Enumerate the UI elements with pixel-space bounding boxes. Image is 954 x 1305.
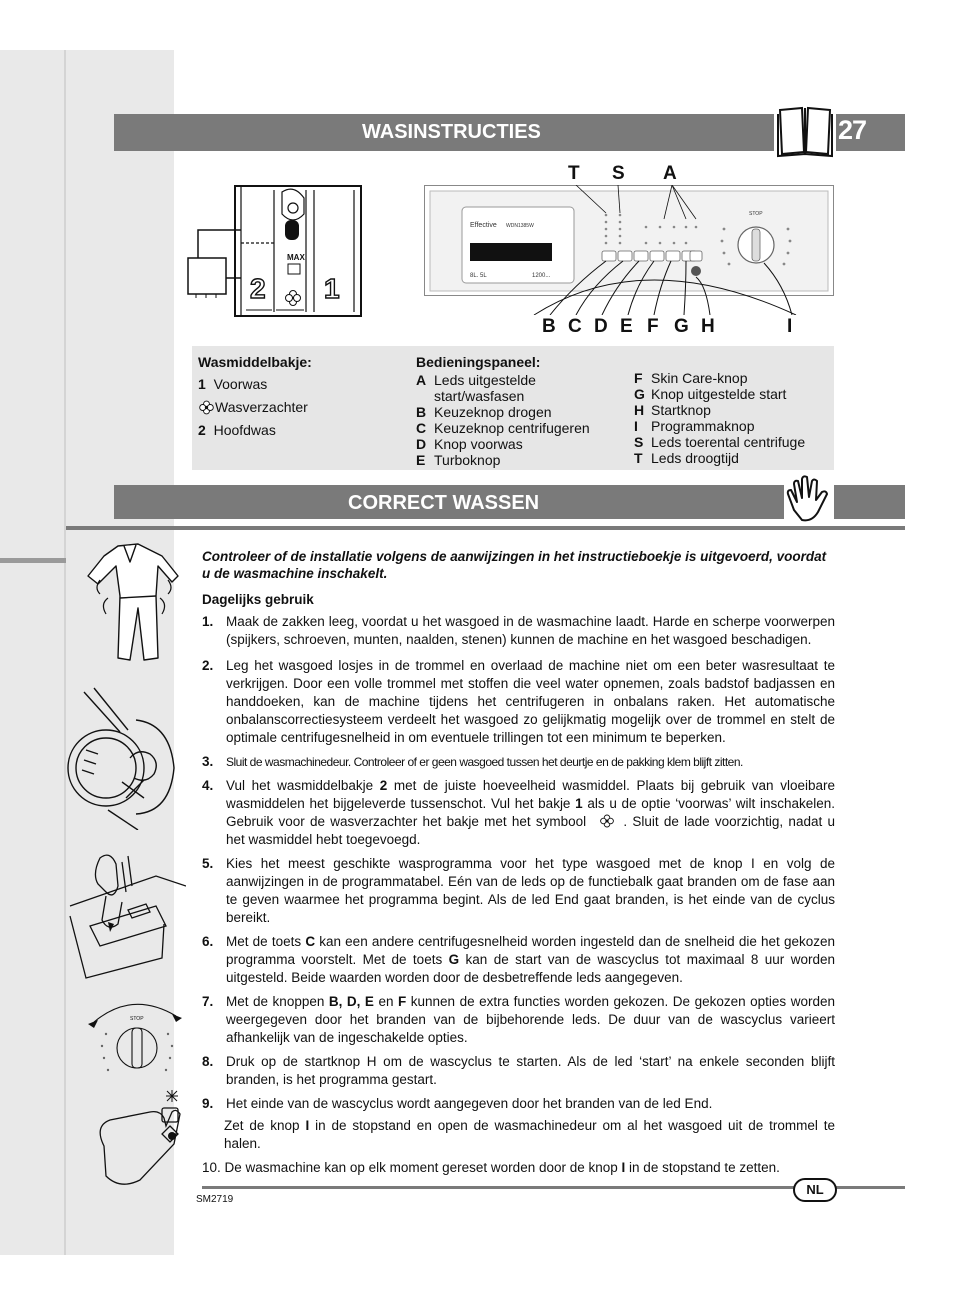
step-1: 1. Maak de zakken leeg, voordat u het wasgoed in de wasmachine laadt. Harde en scherpe voorwerpen (spijkers, schroeven, munten, naalden, stenen) kunnen de machine en het wasgoed beschadigen. [202,614,835,647]
margin-stripe [0,558,66,563]
bedieningspaneel-legend-col2 [634,370,830,466]
legend-item-wasverzachter: Wasverzachter [198,399,398,415]
softener-flower-icon [198,400,215,415]
softener-flower-icon [591,814,623,828]
letter-t: T [568,163,580,184]
display-right-text: 1200... [532,273,551,279]
step-8: 8. Druk op de startknop H om de wascyclus te starten. Als de led ‘start’ na enkele seconden blijft branden, is het programma gestart. [202,1054,835,1087]
panel-stop-label: STOP [749,211,763,217]
display-brand: Effective [470,222,497,229]
letter-e: E [620,316,633,337]
start-button-illustration [80,1086,190,1190]
legend-item-h: H Startknop [634,402,711,418]
letter-c: C [568,316,582,337]
letter-s: S [612,163,625,184]
letter-f: F [647,316,659,337]
page-number: 27 [838,115,867,145]
legend-item-g: G Knop uitgestelde start [634,386,787,402]
correct-wassen-body [202,548,835,1183]
letter-i: I [787,316,793,337]
legend-item-hoofdwas: 2 Hoofdwas [198,422,276,438]
display-left-text: 8L. 5L [470,273,487,279]
step-9-continued: Zet de knop I in de stopstand en open de wasmachinedeur om al het wasgoed uit de trommel te halen. [224,1118,835,1151]
intro-text: Controleer of de installatie volgens de aanwijzingen in het instructieboekje is uitgevoerd, voordat u de wasmachine inschakelt. [202,549,827,581]
step-10: 10. De wasmachine kan op elk moment gereset worden door de knop I in de stopstand te zetten. [202,1160,780,1175]
legend-item-a: A Leds uitgestelde start/wasfasen [416,372,536,404]
letter-b: B [542,316,556,337]
legend-item-e: E Turboknop [416,452,501,468]
correct-wassen-title: CORRECT WASSEN [348,492,540,514]
legend-item-voorwas: 1 Voorwas [198,376,268,392]
step-9: 9. Het einde van de wascyclus wordt aangegeven door het branden van de led End. [202,1096,713,1111]
legend-item-c: C Keuzeknop centrifugeren [416,420,590,436]
bedieningspaneel-legend [416,354,626,468]
detergent-drawer-diagram [186,180,376,330]
legend-item-i: I Programmaknop [634,418,755,434]
drum-door-illustration [66,680,186,830]
wasinstructies-title: WASINSTRUCTIES [362,121,541,143]
legend-item-t: T Leds droogtijd [634,450,739,466]
program-knob-illustration [80,996,190,1082]
bedieningspaneel-title: Bedieningspaneel: [416,354,541,370]
legend-item-f: F Skin Care-knop [634,370,748,386]
nl-badge: NL [793,1178,837,1202]
compartment-1-label: 1 [324,273,340,304]
overall-illustration [80,536,184,666]
dagelijks-gebruik-heading: Dagelijks gebruik [202,592,314,607]
letter-g: G [674,316,689,337]
step-2: 2. Leg het wasgoed losjes in de trommel en overlaad de machine niet om een beter wasresultaat te verkrijgen. Door een volle trommel met stoffen die veel water opnemen, zoals badstof badjassen en handdoeken, kan de machine tijdens het centrifugeren in onbalans raken. Het automatische onbalanscorrectiesysteem verdeelt het wasgoed zo gelijkmatig mogelijk over de trommel en stelt de optimale centrifugesnelheid in om eventuele trillingen tot een minimum te beperken. [202,658,835,745]
letter-a: A [663,163,677,184]
detergent-pouring-illustration [66,846,186,986]
letter-d: D [594,316,608,337]
display-model: WDN1385W [506,223,534,229]
wasmiddelbakje-legend [198,354,398,438]
max-label: MAX [287,253,305,262]
control-panel-diagram [424,185,834,315]
wasmiddelbakje-title: Wasmiddelbakje: [198,354,312,370]
document-code: SM2719 [196,1194,234,1205]
correct-wassen-bar-right [834,485,905,519]
margin-divider [64,50,66,1255]
step-5: 5. Kies het meest geschikte wasprogramma voor het type wasgoed met de knop I en volg de aanwijzingen in de programmatabel. Eén van de leds op de functiebalk gaat branden om de fase aan te geven waarmee het programma begint. Als de led End gaat branden, is het einde van de cyclus bereikt. [202,856,835,925]
hand-icon [784,474,834,526]
step-3: 3. Sluit de wasmachinedeur. Controleer of er geen wasgoed tussen het deurtje en de pakking klem blijft zitten. [202,754,743,769]
legend-item-s: S Leds toerental centrifuge [634,434,806,450]
letter-h: H [701,316,715,337]
knob-stop-label: STOP [130,1016,144,1022]
book-icon [774,102,836,158]
compartment-2-label: 2 [250,273,266,304]
legend-item-b: B Keuzeknop drogen [416,404,552,420]
step-6: 6. Met de toets C kan een andere centrifugesnelheid worden ingesteld dan de snelheid die het gekozen programma voorstelt. Met de toets G kan de start van de wascyclus tot maximaal 8 uur worden uitgesteld. Beide waarden worden door de desbetreffende leds aangegeven. [202,934,835,985]
legend-item-d: D Knop voorwas [416,436,523,452]
step-4: 4. Vul het wasmiddelbakje 2 met de juiste hoeveelheid wasmiddel. Plaats bij gebruik van vloeibare wasmiddelen het bijgeleverde tussenschot. Vul het bakje 1 als u de optie ‘voorwas’ wilt inschakelen. Gebruik voor de wasverzachter het bakje met het symbool . Sluit de lade voorzichtig, nadat u het wasmiddel hebt toegevoegd. [202,778,835,847]
step-7: 7. Met de knoppen B, D, E en F kunnen de extra functies worden gekozen. De gekozen opties worden weergegeven door het branden van de bijbehorende leds. De duur van de wascyclus varieert afhankelijk van de ingeschakelde opties. [202,994,835,1045]
correct-wassen-rule [66,526,905,530]
